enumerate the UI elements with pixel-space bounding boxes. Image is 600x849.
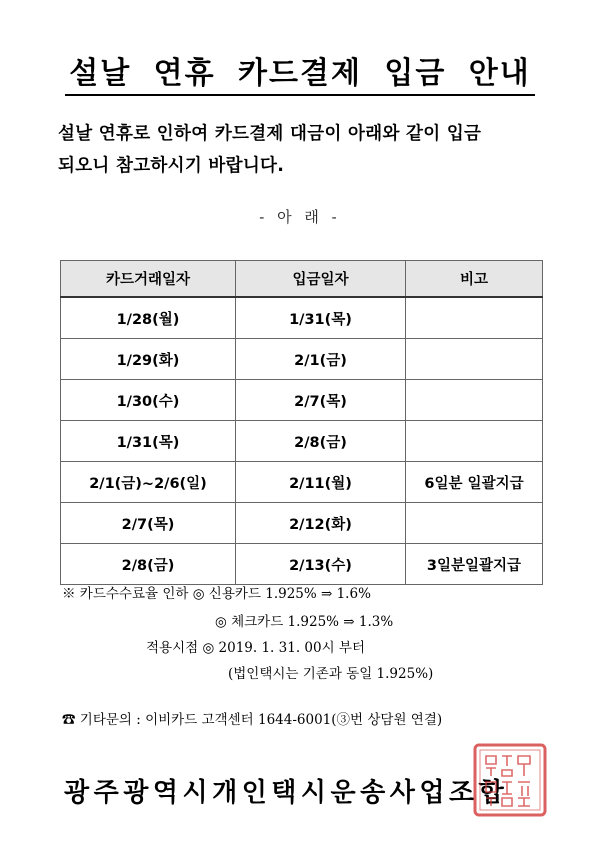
- intro-line-1: 설날 연휴로 인하여 카드결제 대금이 아래와 같이 입금: [58, 124, 482, 144]
- cell-deposit-date: 2/13(수): [236, 544, 406, 585]
- official-seal-stamp: [472, 742, 548, 818]
- note-line-effective: 적용시점 ◎ 2019. 1. 31. 00시 부터: [146, 640, 365, 656]
- intro-paragraph: [58, 118, 558, 182]
- cell-deposit-date: 1/31(목): [236, 297, 406, 339]
- cell-card-date: 2/1(금)~2/6(일): [61, 462, 236, 503]
- cell-card-date: 1/31(목): [61, 421, 236, 462]
- table-row: [61, 544, 543, 585]
- note-line-credit: ※ 카드수수료율 인하 ◎ 신용카드 1.925% ⇒ 1.6%: [62, 586, 371, 602]
- table-row: [61, 339, 543, 380]
- note-line-corporate: (법인택시는 기존과 동일 1.925%): [228, 666, 434, 682]
- table-row: [61, 503, 543, 544]
- payment-schedule-table: [60, 260, 543, 585]
- organization-name: 광주광역시개인택시운송사업조합: [64, 778, 509, 808]
- table-row: [61, 421, 543, 462]
- cell-card-date: 1/28(월): [61, 297, 236, 339]
- table-row: [61, 462, 543, 503]
- cell-deposit-date: 2/12(화): [236, 503, 406, 544]
- note-line-check: ◎ 체크카드 1.925% ⇒ 1.3%: [215, 614, 394, 630]
- cell-remarks: [406, 339, 543, 380]
- table-row: [61, 380, 543, 421]
- cell-remarks: [406, 297, 543, 339]
- cell-deposit-date: 2/11(월): [236, 462, 406, 503]
- cell-remarks: 3일분일괄지급: [406, 544, 543, 585]
- cell-card-date: 1/29(화): [61, 339, 236, 380]
- header-remarks: 비고: [406, 261, 543, 298]
- title-text: 설날 연휴 카드결제 입금 안내: [65, 56, 535, 96]
- cell-remarks: [406, 421, 543, 462]
- cell-card-date: 1/30(수): [61, 380, 236, 421]
- contact-info: ☎ 기타문의 : 이비카드 고객센터 1644-6001(③번 상담원 연결): [62, 712, 443, 728]
- cell-remarks: [406, 503, 543, 544]
- table-header-row: [61, 261, 543, 298]
- cell-deposit-date: 2/1(금): [236, 339, 406, 380]
- cell-deposit-date: 2/8(금): [236, 421, 406, 462]
- header-deposit-date: 입금일자: [236, 261, 406, 298]
- cell-card-date: 2/8(금): [61, 544, 236, 585]
- intro-line-2: 되오니 참고하시기 바랍니다.: [58, 156, 285, 176]
- cell-deposit-date: 2/7(목): [236, 380, 406, 421]
- document-title: [0, 48, 600, 92]
- cell-card-date: 2/7(목): [61, 503, 236, 544]
- header-card-date: 카드거래일자: [61, 261, 236, 298]
- cell-remarks: 6일분 일괄지급: [406, 462, 543, 503]
- table-row: [61, 297, 543, 339]
- cell-remarks: [406, 380, 543, 421]
- section-label: - 아 래 -: [259, 208, 341, 226]
